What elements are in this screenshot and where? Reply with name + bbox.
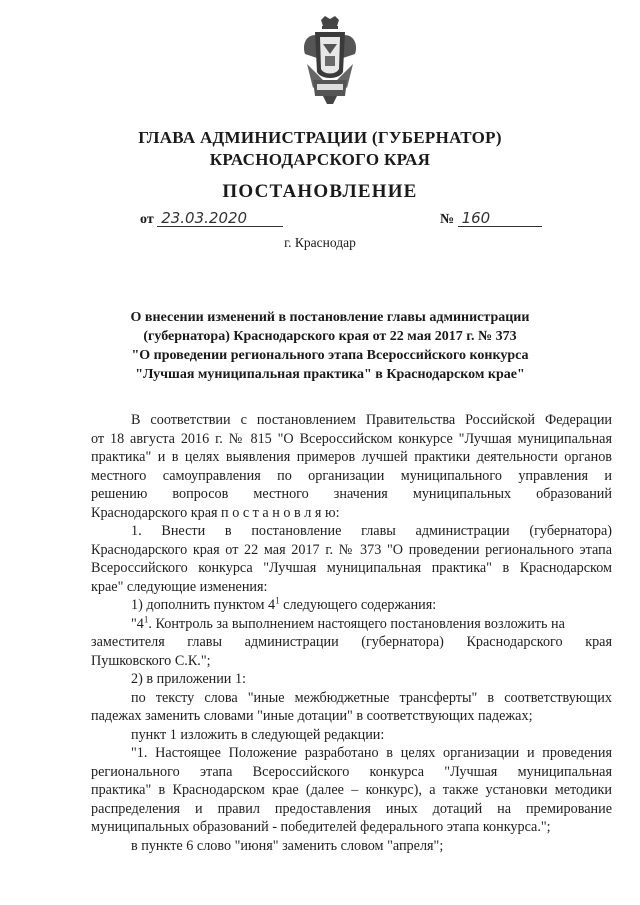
city-label: г. Краснодар: [284, 235, 356, 250]
body-text: . Контроль за выполнением настоящего постановления возложить на: [148, 615, 565, 632]
header-line-governor: ГЛАВА АДМИНИСТРАЦИИ (ГУБЕРНАТОР): [138, 128, 502, 147]
body-line: В соответствии с постановлением Правительства Российской Федерации: [131, 412, 612, 428]
body-text: "4: [131, 615, 144, 632]
superscript: 1: [275, 596, 280, 606]
body-line: муниципальных образований - победителей федерального этапа конкурса.";: [91, 819, 551, 835]
document-body: [91, 411, 612, 855]
document-title: ПОСТАНОВЛЕНИЕ: [222, 181, 418, 202]
header-line-region: КРАСНОДАРСКОГО КРАЯ: [209, 150, 431, 169]
date-field: [140, 210, 283, 228]
subject-line: О внесении изменений в постановление главы администрации: [130, 310, 530, 325]
body-text: 1) дополнить пунктом 4: [131, 597, 276, 613]
body-line: [91, 596, 612, 615]
body-line: Краснодарского края п о с т а н о в л я ю:: [91, 504, 340, 521]
body-line: практика" и в целях выявления примеров лучшей практики деятельности органов: [91, 449, 612, 465]
body-line: местного самоуправления по организации муниципального управления и: [91, 467, 612, 484]
body-line: 2) в приложении 1:: [131, 671, 246, 687]
body-line: 1. Внести в постановление главы администрации (губернатора): [131, 523, 612, 539]
body-text: следующего содержания:: [279, 597, 437, 613]
body-line: Пушковского С.К.";: [91, 652, 211, 669]
subject-line: "О проведении регионального этапа Всероссийского конкурса: [131, 348, 529, 363]
body-line: от 18 августа 2016 г. № 815 "О Всероссийском конкурсе "Лучшая муниципальная: [91, 430, 612, 447]
number-value: 160: [458, 210, 542, 227]
body-line: регионального этапа Всероссийского конкурса "Лучшая муниципальная: [91, 763, 612, 780]
body-line: в пункте 6 слово "июня" заменить словом "апреля";: [131, 837, 444, 854]
body-line: Краснодарского края от 22 мая 2017 г. № 373 "О проведении регионального этапа: [91, 541, 612, 558]
subject-line: (губернатора) Краснодарского края от 22 мая 2017 г. № 373: [143, 329, 517, 344]
body-line: "1. Настоящее Положение разработано в целях организации и проведения: [131, 745, 612, 761]
document-subject: [110, 308, 550, 384]
body-line: пункт 1 изложить в следующей редакции:: [131, 726, 385, 743]
number-field: [440, 210, 542, 228]
date-value: 23.03.2020: [157, 210, 283, 227]
superscript: 1: [143, 614, 149, 624]
body-line: по тексту слова "иные межбюджетные трансферты" в соответствующих: [131, 689, 612, 706]
number-prefix: №: [440, 212, 455, 227]
subject-line: "Лучшая муниципальная практика" в Краснодарском крае": [135, 367, 525, 382]
body-line: крае" следующие изменения:: [91, 578, 268, 595]
body-line: практика" в Краснодарском крае (далее – конкурс), а также установки методики: [91, 782, 612, 798]
krasnodar-coat-of-arms-emblem: [299, 14, 361, 106]
body-line: Всероссийского конкурса "Лучшая муниципальная практика" в Краснодарском: [91, 560, 612, 576]
body-line: заместителя главы администрации (губернатора) Краснодарского края: [91, 634, 612, 650]
date-prefix: от: [140, 212, 154, 227]
body-line: распределения и правил предоставления иных дотаций на премирование: [91, 800, 612, 817]
body-line: решению вопросов местного значения муниципальных образований: [91, 486, 612, 502]
body-line: [91, 615, 612, 634]
body-line: падежах заменить словами "иные дотации" в соответствующих падежах;: [91, 708, 533, 724]
